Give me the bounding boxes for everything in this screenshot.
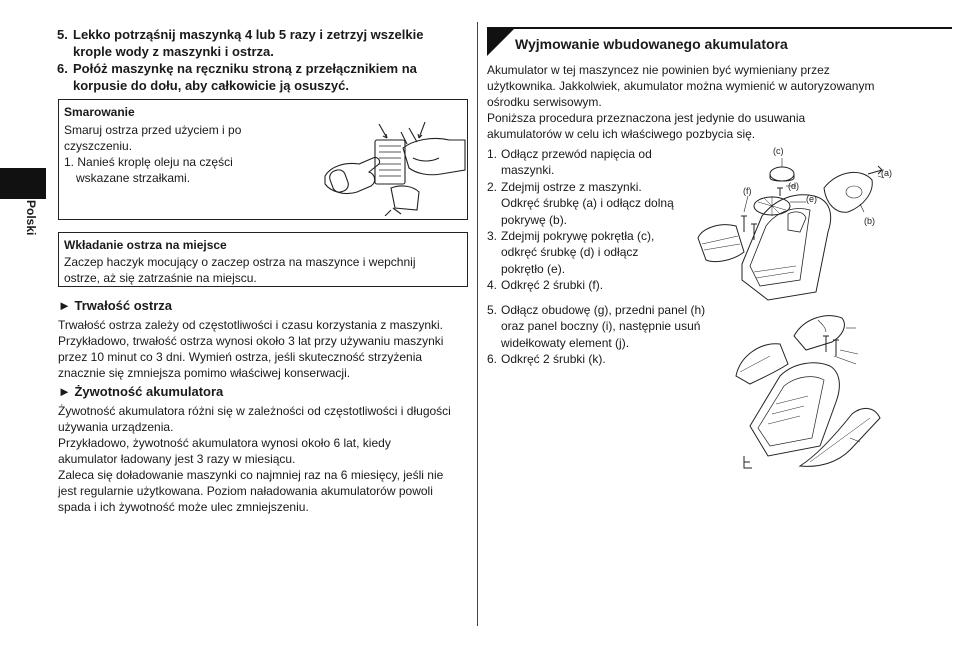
- step-2: 2. Zdejmij ostrze z maszynki.: [487, 179, 642, 194]
- step-4: 4. Odkręć 2 śrubki (f).: [487, 278, 604, 293]
- label-f: (f): [743, 186, 752, 196]
- label-e: (e): [806, 194, 817, 204]
- label-c: (c): [773, 146, 784, 156]
- blade-insert-title: Wkładanie ostrza na miejsce: [64, 238, 227, 252]
- blade-life-section: ► Trwałość ostrza Trwałość ostrza zależy od częstotliwości i czasu korzystania z maszynki. Przykładowo, trwałość ostrza wynosi około 3 lat przy używaniu maszynki przez 10 minut co 3 dni. Wymień ostrza, jeśli skuteczność strzyżenia znacznie się zmniejsza pomimo właściwej konserwacji.: [58, 298, 470, 381]
- intro-text: Akumulator w tej maszyncez nie powinien być wymieniany przez użytkownika. Jakkolwiek, akumulator można wymienić w autoryzowanym ośrodku serwisowym. Poniższa procedura przeznaczona jest jedynie do usuwania akumulatorów w celu ich właściwego pozbycia się.: [487, 63, 875, 141]
- step-6: 6. Połóż maszynkę na ręczniku stroną z przełącznikiem na: [57, 61, 417, 76]
- language-label: Polski: [24, 200, 38, 236]
- oiling-illustration: [321, 118, 467, 216]
- blade-insert-box: [58, 232, 468, 287]
- label-d: (d): [788, 181, 799, 191]
- step-6b: 6. Odkręć 2 śrubki (k).: [487, 352, 606, 367]
- section-heading: [487, 22, 952, 58]
- disassembly-diagram-2: [730, 306, 890, 474]
- label-b: (b): [864, 216, 875, 226]
- battery-life-section: ► Żywotność akumulatora Żywotność akumulatora różni się w zależności od częstotliwości i długości używania urządzenia. Przykładowo, żywotność akumulatora wynosi około 6 lat, kiedy akumulator ładowany jest 3 razy w miesiącu. Zaleca się doładowanie maszynki co najmniej raz na 6 miesięcy, jeśli nie jest regularnie użytkowana. Poziom naładowania akumulatorów powoli spada i ich żywotność może ulec zmniejszeniu.: [58, 384, 470, 515]
- language-tab: [0, 168, 46, 199]
- oiling-box: [58, 99, 468, 220]
- step-3: 3. Zdejmij pokrywę pokrętła (c),: [487, 229, 655, 244]
- drying-steps: 5. Lekko potrząśnij maszynką 4 lub 5 razy i zetrzyj wszelkie krople wody z maszynki i ostrza. 6. Połóż maszynkę na ręczniku stroną z przełącznikiem na korpusie do dołu, aby całkowicie ją osuszyć.: [57, 26, 467, 94]
- removal-steps-b: 5. Odłącz obudowę (g), przedni panel (h) oraz panel boczny (i), następnie usuń widełkowaty element (j). 6. Odkręć 2 śrubki (k).: [487, 302, 727, 368]
- section-title: Wyjmowanie wbudowanego akumulatora: [515, 36, 788, 52]
- step-1: 1. Odłącz przewód napięcia od: [487, 147, 652, 161]
- oiling-title: Smarowanie: [64, 105, 135, 119]
- heading-triangle: [487, 27, 516, 56]
- step-5: 5. Lekko potrząśnij maszynką 4 lub 5 razy i zetrzyj wszelkie: [57, 27, 424, 42]
- removal-steps-a: 1. Odłącz przewód napięcia od maszynki. 2. Zdejmij ostrze z maszynki. Odkręć śrubkę (a) i odłącz dolną pokrywę (b). 3. Zdejmij pokrywę pokrętła (c), odkręć śrubkę (d) i odłącz pokrętło (e). 4. Odkręć 2 śrubki (f).: [487, 146, 707, 294]
- blade-life-title: ► Trwałość ostrza: [58, 298, 173, 313]
- battery-life-title: ► Żywotność akumulatora: [58, 384, 224, 399]
- column-divider: [477, 22, 478, 626]
- oiling-text: Smaruj ostrza przed użyciem i po czyszczeniu. 1. Nanieś kroplę oleju na części wskazane strzałkami.: [64, 123, 242, 185]
- blade-insert-text: Zaczep haczyk mocujący o zaczep ostrza na maszynce i wepchnij ostrze, aż się zatrzaśnie na miejscu.: [64, 255, 416, 285]
- heading-rule: [487, 27, 952, 29]
- step-5b: 5. Odłącz obudowę (g), przedni panel (h): [487, 303, 706, 317]
- label-a: (a): [881, 168, 892, 178]
- disassembly-diagram-1: [688, 140, 950, 308]
